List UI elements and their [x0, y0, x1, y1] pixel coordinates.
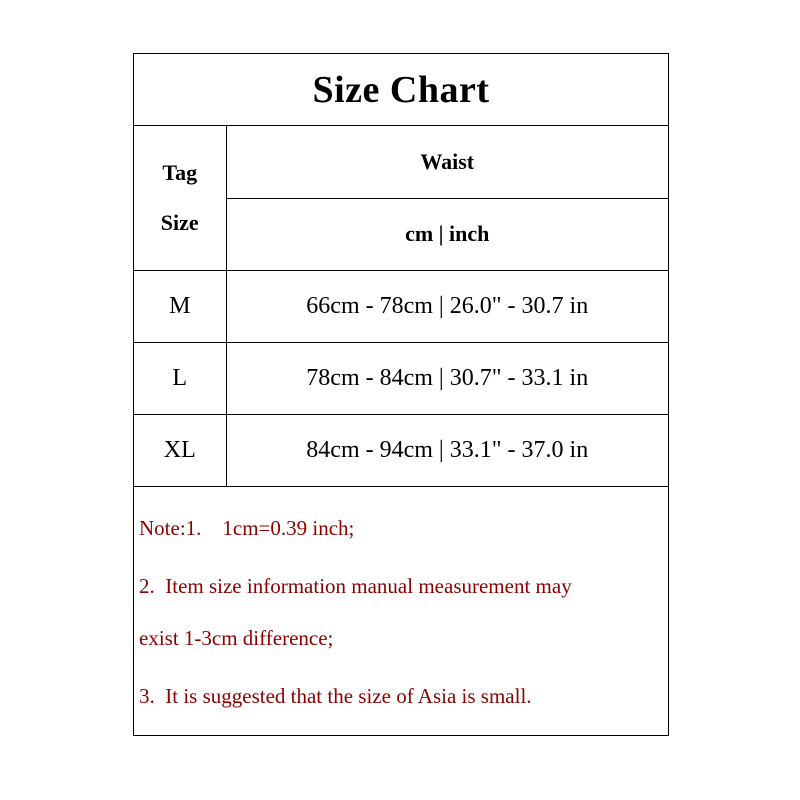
size-chart — [133, 53, 669, 736]
tag-size-header — [134, 126, 226, 270]
size-label: L — [134, 342, 226, 414]
waist-value: 66cm - 78cm | 26.0" - 30.7 in — [226, 270, 668, 342]
header-row-waist — [134, 126, 668, 198]
size-label: M — [134, 270, 226, 342]
note-line-2: 2. Item size information manual measurement may — [139, 574, 572, 598]
note-line-1: Note:1. 1cm=0.39 inch; — [139, 516, 355, 540]
waist-value: 78cm - 84cm | 30.7" - 33.1 in — [226, 342, 668, 414]
title-row — [134, 54, 668, 126]
note-line-4: 3. It is suggested that the size of Asia is small. — [139, 684, 532, 708]
size-table — [134, 126, 668, 487]
units-header: cm | inch — [226, 198, 668, 270]
waist-value: 84cm - 94cm | 33.1" - 37.0 in — [226, 414, 668, 486]
tag-size-header-line2: Size — [160, 209, 199, 235]
page-title: Size Chart — [312, 68, 490, 111]
table-row — [134, 414, 668, 486]
table-row — [134, 270, 668, 342]
table-row — [134, 342, 668, 414]
waist-header: Waist — [226, 126, 668, 198]
tag-size-header-line1: Tag — [162, 159, 198, 185]
note-line-3: exist 1-3cm difference; — [139, 626, 334, 650]
size-label: XL — [134, 414, 226, 486]
